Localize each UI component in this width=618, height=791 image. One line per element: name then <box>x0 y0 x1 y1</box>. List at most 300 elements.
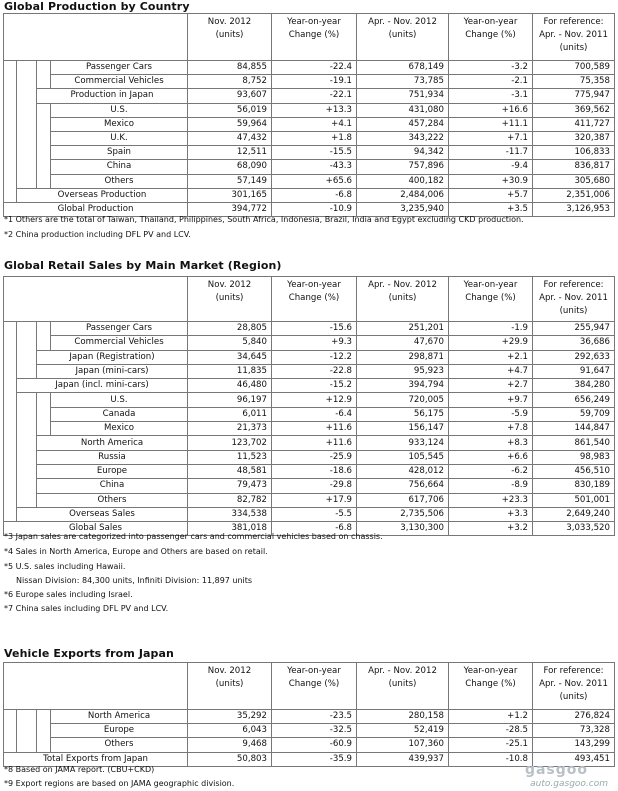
row-value: +12.9 <box>272 393 357 407</box>
row-value: +4.7 <box>449 364 533 378</box>
row-indent <box>17 393 37 407</box>
row-indent <box>17 710 37 724</box>
row-value: 369,562 <box>533 103 615 117</box>
row-value: -28.5 <box>449 724 533 738</box>
row-value: 75,358 <box>533 75 615 89</box>
row-value: 394,772 <box>188 202 272 216</box>
row-value: -8.9 <box>449 479 533 493</box>
row-value: 700,589 <box>533 61 615 75</box>
row-value: 73,785 <box>357 75 449 89</box>
row-value: -22.8 <box>272 364 357 378</box>
row-value: 2,484,006 <box>357 188 449 202</box>
row-value: +2.1 <box>449 350 533 364</box>
table-row <box>4 75 615 89</box>
table-row <box>4 131 615 145</box>
exports-header-col3 <box>357 663 449 710</box>
header-line: Nov. 2012 <box>207 666 252 676</box>
row-value: -5.5 <box>272 507 357 521</box>
row-indent <box>37 146 51 160</box>
row-label: China <box>51 160 188 174</box>
table-row <box>4 738 615 752</box>
retail-header-col5 <box>533 277 615 322</box>
row-label: Others <box>37 493 188 507</box>
retail-header-col2 <box>272 277 357 322</box>
header-line: For reference: <box>543 17 604 27</box>
header-line: Nov. 2012 <box>207 17 252 27</box>
row-value: 156,147 <box>357 422 449 436</box>
row-value: 96,197 <box>188 393 272 407</box>
exports-note-8: *8 Based on JAMA report. (CBU+CKD) <box>4 765 155 774</box>
row-indent <box>17 738 37 752</box>
row-value: 91,647 <box>533 364 615 378</box>
header-line: For reference: <box>543 280 604 290</box>
header-line: Change (%) <box>465 293 516 303</box>
header-line: Apr. - Nov. 2011 <box>539 679 608 689</box>
row-value: -6.8 <box>272 188 357 202</box>
row-value: 301,165 <box>188 188 272 202</box>
table-row <box>4 422 615 436</box>
row-value: 5,840 <box>188 336 272 350</box>
row-label: China <box>37 479 188 493</box>
table-row <box>4 146 615 160</box>
row-value: +6.6 <box>449 450 533 464</box>
row-value: 617,706 <box>357 493 449 507</box>
row-value: 457,284 <box>357 117 449 131</box>
row-value: 28,805 <box>188 322 272 336</box>
header-line: Change (%) <box>288 30 340 40</box>
row-label: Overseas Production <box>17 188 188 202</box>
row-indent <box>37 407 51 421</box>
table-row <box>4 450 615 464</box>
row-label: Production in Japan <box>37 89 188 103</box>
header-line: Year-on-year <box>287 280 341 290</box>
row-indent <box>17 146 37 160</box>
row-value: +4.1 <box>272 117 357 131</box>
row-value: 394,794 <box>357 379 449 393</box>
row-indent <box>37 322 51 336</box>
row-value: 144,847 <box>533 422 615 436</box>
row-indent <box>4 350 17 364</box>
row-label: Russia <box>37 450 188 464</box>
retail-header-row <box>4 277 615 322</box>
row-indent <box>17 436 37 450</box>
row-value: -22.4 <box>272 61 357 75</box>
row-indent <box>4 407 17 421</box>
row-value: 6,011 <box>188 407 272 421</box>
row-indent <box>4 464 17 478</box>
row-indent <box>37 75 51 89</box>
production-header-col4 <box>449 14 533 61</box>
header-line: Change (%) <box>288 679 340 689</box>
row-indent <box>17 364 37 378</box>
row-indent <box>4 160 17 174</box>
row-indent <box>4 393 17 407</box>
row-indent <box>37 174 51 188</box>
row-value: 251,201 <box>357 322 449 336</box>
header-line: Change (%) <box>288 293 340 303</box>
row-value: +3.3 <box>449 507 533 521</box>
row-indent <box>37 393 51 407</box>
retail-note-5: *5 U.S. sales including Hawaii. <box>4 562 126 571</box>
row-label: Commercial Vehicles <box>51 75 188 89</box>
table-row <box>4 479 615 493</box>
row-value: +3.2 <box>449 522 533 536</box>
row-label: Spain <box>51 146 188 160</box>
header-line: Year-on-year <box>287 666 341 676</box>
row-value: 775,947 <box>533 89 615 103</box>
row-indent <box>17 350 37 364</box>
row-value: 107,360 <box>357 738 449 752</box>
row-value: +23.3 <box>449 493 533 507</box>
row-indent <box>4 379 17 393</box>
header-line: (units) <box>215 30 244 40</box>
header-line: (units) <box>215 679 244 689</box>
retail-header-blank <box>4 277 188 322</box>
row-value: -15.5 <box>272 146 357 160</box>
row-indent <box>17 89 37 103</box>
row-value: +16.6 <box>449 103 533 117</box>
header-line: (units) <box>559 692 588 702</box>
row-value: 8,752 <box>188 75 272 89</box>
header-line: Year-on-year <box>463 280 518 290</box>
row-value: 678,149 <box>357 61 449 75</box>
row-value: +1.2 <box>449 710 533 724</box>
row-indent <box>4 450 17 464</box>
table-row <box>4 436 615 450</box>
row-indent <box>37 61 51 75</box>
row-value: +13.3 <box>272 103 357 117</box>
row-value: -23.5 <box>272 710 357 724</box>
production-header-blank <box>4 14 188 61</box>
row-value: 933,124 <box>357 436 449 450</box>
row-indent <box>4 493 17 507</box>
row-value: 47,670 <box>357 336 449 350</box>
row-value: -15.6 <box>272 322 357 336</box>
row-value: 836,817 <box>533 160 615 174</box>
header-line: Apr. - Nov. 2012 <box>368 666 437 676</box>
row-label: Passenger Cars <box>51 322 188 336</box>
row-indent <box>4 479 17 493</box>
row-indent <box>4 146 17 160</box>
row-value: +9.7 <box>449 393 533 407</box>
row-value: +11.6 <box>272 436 357 450</box>
row-value: 36,686 <box>533 336 615 350</box>
row-value: +7.1 <box>449 131 533 145</box>
row-indent <box>4 336 17 350</box>
row-value: +2.7 <box>449 379 533 393</box>
row-value: 298,871 <box>357 350 449 364</box>
table-row <box>4 103 615 117</box>
row-indent <box>17 464 37 478</box>
table-row <box>4 364 615 378</box>
row-value: 501,001 <box>533 493 615 507</box>
production-header-row <box>4 14 615 61</box>
header-line: Apr. - Nov. 2011 <box>539 293 608 303</box>
retail-header-col1 <box>188 277 272 322</box>
row-value: -19.1 <box>272 75 357 89</box>
row-indent <box>17 422 37 436</box>
row-value: 656,249 <box>533 393 615 407</box>
row-indent <box>4 364 17 378</box>
row-value: 46,480 <box>188 379 272 393</box>
row-value: -43.3 <box>272 160 357 174</box>
row-label: Mexico <box>51 422 188 436</box>
row-indent <box>4 131 17 145</box>
row-indent <box>4 422 17 436</box>
exports-table <box>3 662 615 767</box>
row-indent <box>4 61 17 75</box>
row-label: Others <box>51 174 188 188</box>
exports-note-9: *9 Export regions are based on JAMA geographic division. <box>4 779 235 788</box>
table-row <box>4 61 615 75</box>
row-value: 400,182 <box>357 174 449 188</box>
table-row <box>4 174 615 188</box>
production-header-col2 <box>272 14 357 61</box>
row-value: -60.9 <box>272 738 357 752</box>
row-value: 305,680 <box>533 174 615 188</box>
row-indent <box>37 710 51 724</box>
row-indent <box>4 322 17 336</box>
exports-header-col4 <box>449 663 533 710</box>
production-note-2: *2 China production including DFL PV and LCV. <box>4 230 191 239</box>
row-value: 320,387 <box>533 131 615 145</box>
row-value: 751,934 <box>357 89 449 103</box>
row-value: +17.9 <box>272 493 357 507</box>
row-value: 12,511 <box>188 146 272 160</box>
row-value: 3,130,300 <box>357 522 449 536</box>
row-indent <box>4 738 17 752</box>
production-title: Global Production by Country <box>4 0 190 13</box>
row-label: Others <box>51 738 188 752</box>
row-label: Europe <box>37 464 188 478</box>
row-label: Mexico <box>51 117 188 131</box>
row-indent <box>4 89 17 103</box>
row-indent <box>17 322 37 336</box>
row-value: +1.8 <box>272 131 357 145</box>
row-indent <box>4 117 17 131</box>
row-label: Global Production <box>4 202 188 216</box>
row-value: +11.6 <box>272 422 357 436</box>
row-value: +9.3 <box>272 336 357 350</box>
row-value: -25.1 <box>449 738 533 752</box>
row-value: 79,473 <box>188 479 272 493</box>
row-value: -9.4 <box>449 160 533 174</box>
row-value: -11.7 <box>449 146 533 160</box>
table-row <box>4 379 615 393</box>
table-row <box>4 464 615 478</box>
retail-note-7: *7 China sales including DFL PV and LCV. <box>4 604 169 613</box>
row-value: 59,709 <box>533 407 615 421</box>
row-label: Japan (incl. mini-cars) <box>17 379 188 393</box>
row-indent <box>17 103 37 117</box>
row-value: 2,735,506 <box>357 507 449 521</box>
header-line: Apr. - Nov. 2011 <box>539 30 608 40</box>
retail-table <box>3 276 615 536</box>
header-line: For reference: <box>543 666 604 676</box>
production-header-col1 <box>188 14 272 61</box>
row-value: -18.6 <box>272 464 357 478</box>
watermark-url: auto.gasgoo.com <box>530 779 608 789</box>
row-value: -5.9 <box>449 407 533 421</box>
row-value: -2.1 <box>449 75 533 89</box>
row-value: 381,018 <box>188 522 272 536</box>
row-value: -10.9 <box>272 202 357 216</box>
row-value: -35.9 <box>272 752 357 766</box>
production-header-col3 <box>357 14 449 61</box>
row-value: 439,937 <box>357 752 449 766</box>
row-value: 456,510 <box>533 464 615 478</box>
row-label: Canada <box>51 407 188 421</box>
row-value: 276,824 <box>533 710 615 724</box>
row-label: North America <box>51 710 188 724</box>
row-indent <box>4 710 17 724</box>
row-indent <box>17 174 37 188</box>
row-value: +65.6 <box>272 174 357 188</box>
row-value: -22.1 <box>272 89 357 103</box>
row-value: -32.5 <box>272 724 357 738</box>
table-row <box>4 493 615 507</box>
retail-title: Global Retail Sales by Main Market (Region) <box>4 259 282 272</box>
exports-header-row <box>4 663 615 710</box>
row-value: 68,090 <box>188 160 272 174</box>
row-value: -10.8 <box>449 752 533 766</box>
production-header-col5 <box>533 14 615 61</box>
row-indent <box>37 724 51 738</box>
row-value: 292,633 <box>533 350 615 364</box>
table-row <box>4 336 615 350</box>
table-row <box>4 724 615 738</box>
row-value: 48,581 <box>188 464 272 478</box>
header-line: Apr. - Nov. 2012 <box>368 280 437 290</box>
row-indent <box>17 724 37 738</box>
row-indent <box>37 738 51 752</box>
row-value: -12.2 <box>272 350 357 364</box>
exports-header-blank <box>4 663 188 710</box>
header-line: Change (%) <box>465 679 516 689</box>
row-label: Commercial Vehicles <box>51 336 188 350</box>
row-indent <box>37 160 51 174</box>
row-value: 3,033,520 <box>533 522 615 536</box>
row-value: 52,419 <box>357 724 449 738</box>
row-value: +5.7 <box>449 188 533 202</box>
row-indent <box>17 160 37 174</box>
row-indent <box>17 407 37 421</box>
row-indent <box>17 493 37 507</box>
row-value: 861,540 <box>533 436 615 450</box>
row-value: 493,451 <box>533 752 615 766</box>
row-value: 720,005 <box>357 393 449 407</box>
table-row <box>4 710 615 724</box>
header-line: (units) <box>388 293 417 303</box>
row-value: 411,727 <box>533 117 615 131</box>
retail-header-col4 <box>449 277 533 322</box>
row-value: 93,607 <box>188 89 272 103</box>
table-row <box>4 507 615 521</box>
row-value: 59,964 <box>188 117 272 131</box>
retail-note-3: *3 Japan sales are categorized into passenger cars and commercial vehicles based on chassis. <box>4 532 383 541</box>
row-label: U.K. <box>51 131 188 145</box>
row-value: 9,468 <box>188 738 272 752</box>
row-value: -6.4 <box>272 407 357 421</box>
row-value: 2,649,240 <box>533 507 615 521</box>
row-value: 50,803 <box>188 752 272 766</box>
row-label: Overseas Sales <box>17 507 188 521</box>
table-row <box>4 407 615 421</box>
exports-title: Vehicle Exports from Japan <box>4 647 174 660</box>
header-line: (units) <box>559 43 588 53</box>
row-value: +7.8 <box>449 422 533 436</box>
row-value: 3,235,940 <box>357 202 449 216</box>
row-value: 56,019 <box>188 103 272 117</box>
row-label: Passenger Cars <box>51 61 188 75</box>
retail-header-col3 <box>357 277 449 322</box>
header-line: Year-on-year <box>463 17 518 27</box>
row-label: Japan (mini-cars) <box>37 364 188 378</box>
row-value: -29.8 <box>272 479 357 493</box>
production-table <box>3 13 615 217</box>
row-value: 34,645 <box>188 350 272 364</box>
row-value: -3.1 <box>449 89 533 103</box>
header-line: Year-on-year <box>463 666 518 676</box>
row-value: 11,835 <box>188 364 272 378</box>
row-indent <box>4 188 17 202</box>
header-line: Change (%) <box>465 30 516 40</box>
row-value: 2,351,006 <box>533 188 615 202</box>
row-indent <box>37 336 51 350</box>
row-value: 428,012 <box>357 464 449 478</box>
row-indent <box>4 724 17 738</box>
row-value: 106,833 <box>533 146 615 160</box>
row-indent <box>17 336 37 350</box>
row-value: 756,664 <box>357 479 449 493</box>
row-indent <box>17 131 37 145</box>
row-indent <box>37 103 51 117</box>
row-value: 830,189 <box>533 479 615 493</box>
row-indent <box>17 450 37 464</box>
row-indent <box>17 61 37 75</box>
row-value: 56,175 <box>357 407 449 421</box>
row-value: 334,538 <box>188 507 272 521</box>
row-value: +8.3 <box>449 436 533 450</box>
row-value: 73,328 <box>533 724 615 738</box>
row-value: 255,947 <box>533 322 615 336</box>
row-indent <box>37 422 51 436</box>
row-label: U.S. <box>51 393 188 407</box>
table-row <box>4 322 615 336</box>
table-row <box>4 117 615 131</box>
retail-note-6: *6 Europe sales including Israel. <box>4 590 133 599</box>
row-indent <box>17 479 37 493</box>
row-value: -25.9 <box>272 450 357 464</box>
table-row <box>4 160 615 174</box>
row-value: -6.8 <box>272 522 357 536</box>
watermark-logo: gasgoo <box>524 762 588 778</box>
row-value: -1.9 <box>449 322 533 336</box>
exports-header-col2 <box>272 663 357 710</box>
row-value: +30.9 <box>449 174 533 188</box>
row-value: -3.2 <box>449 61 533 75</box>
row-label: Global Sales <box>4 522 188 536</box>
table-row <box>4 188 615 202</box>
header-line: (units) <box>388 679 417 689</box>
row-label: Total Exports from Japan <box>4 752 188 766</box>
row-value: +29.9 <box>449 336 533 350</box>
row-label: Europe <box>51 724 188 738</box>
table-row <box>4 89 615 103</box>
header-line: (units) <box>388 30 417 40</box>
production-note-1: *1 Others are the total of Taiwan, Thailand, Philippines, South Africa, Indonesia, Brazil, India and Egypt excluding CKD production. <box>4 215 524 224</box>
row-indent <box>17 117 37 131</box>
